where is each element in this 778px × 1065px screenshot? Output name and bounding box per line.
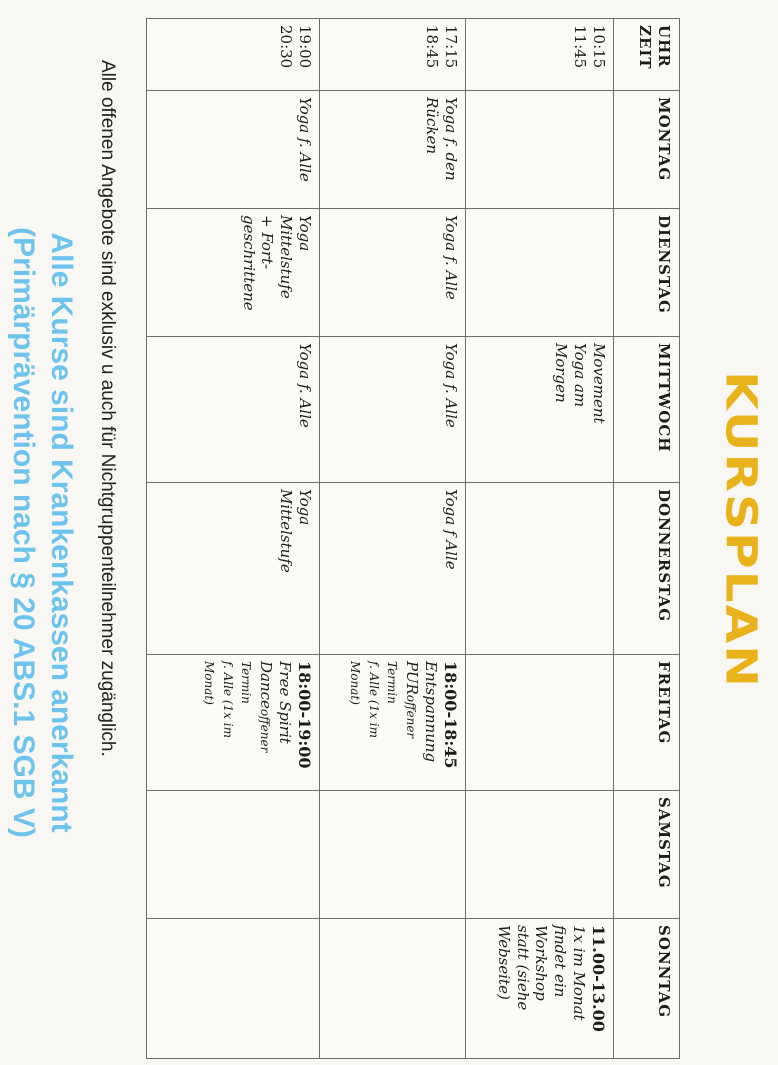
- schedule-cell: [466, 483, 614, 655]
- schedule-cell: [320, 483, 466, 655]
- schedule-cell: [320, 655, 466, 791]
- header-montag: MONTAG: [614, 91, 680, 209]
- schedule-cell: [147, 791, 320, 919]
- access-note: Alle offenen Angebote sind exklusiv u auch für Nichtgruppenteilnehmer zugänglich.: [97, 60, 118, 757]
- header-donnerstag: DONNERSTAG: [614, 483, 680, 655]
- header-samstag: SAMSTAG: [614, 791, 680, 919]
- header-uhrzeit: UHR ZEIT: [614, 19, 680, 91]
- schedule-cell: [147, 919, 320, 1059]
- cell-text: Yoga Mittelstufe + Fort- geschrittene: [239, 215, 314, 311]
- schedule-cell: [147, 209, 320, 337]
- schedule-table: [146, 18, 680, 1059]
- header-row: [614, 19, 680, 1059]
- cell-note: offener Termin f. Alle (1x im Monat): [348, 661, 419, 739]
- cell-time: 18:00-19:00: [295, 661, 314, 769]
- header-freitag: FREITAG: [614, 655, 680, 791]
- cell-time: 18:00-18:45: [441, 661, 460, 769]
- cell-text: Yoga f Alle: [442, 489, 460, 570]
- cell-text: 1x im Monat findet ein Workshop statt (siehe Webseite): [495, 925, 588, 1021]
- schedule-cell: [466, 209, 614, 337]
- schedule-cell: [320, 791, 466, 919]
- cell-text: Yoga f. Alle: [442, 343, 460, 428]
- schedule-cell: [466, 791, 614, 919]
- row-time: 17:15 18:45: [320, 19, 466, 91]
- cell-note: offener Termin f. Alle (1x im Monat): [202, 661, 273, 753]
- schedule-cell: [466, 655, 614, 791]
- schedule-cell: [320, 919, 466, 1059]
- schedule-cell: [147, 483, 320, 655]
- cell-text: Yoga f. Alle: [296, 343, 314, 428]
- schedule-cell: [466, 919, 614, 1059]
- cell-text: Yoga f. Alle: [296, 97, 314, 182]
- insurance-note: Alle Kurse sind Krankenkassen anerkannt: [45, 232, 78, 833]
- schedule-cell: [147, 337, 320, 483]
- cell-text: Free Spirit Dance: [257, 661, 294, 744]
- schedule-cell: [147, 655, 320, 791]
- schedule-cell: [320, 91, 466, 209]
- header-mittwoch: MITTWOCH: [614, 337, 680, 483]
- schedule-cell: [320, 209, 466, 337]
- page-title: KURSPLAN: [716, 370, 766, 690]
- schedule-cell: [466, 337, 614, 483]
- schedule-cell: [320, 337, 466, 483]
- cell-text: Yoga f. den Rücken: [423, 97, 460, 181]
- cell-text: Yoga Mittelstufe: [277, 489, 314, 573]
- header-dienstag: DIENSTAG: [614, 209, 680, 337]
- schedule-cell: [466, 91, 614, 209]
- header-sonntag: SONNTAG: [614, 919, 680, 1059]
- cell-text: Yoga f. Alle: [442, 215, 460, 300]
- row-time: 10:15 11:45: [466, 19, 614, 91]
- row-time: 19:00 20:30: [147, 19, 320, 91]
- schedule-cell: [147, 91, 320, 209]
- table-row: [320, 19, 466, 1059]
- table-row: [147, 19, 320, 1059]
- cell-time: 11.00-13.00: [589, 925, 608, 1032]
- cell-text: Entspannung PUR: [403, 661, 440, 763]
- cell-text: Movement Yoga am Morgen: [552, 343, 608, 424]
- table-row: [466, 19, 614, 1059]
- prevention-note: (Primärprävention nach § 20 ABS.1 SGB V): [7, 227, 40, 838]
